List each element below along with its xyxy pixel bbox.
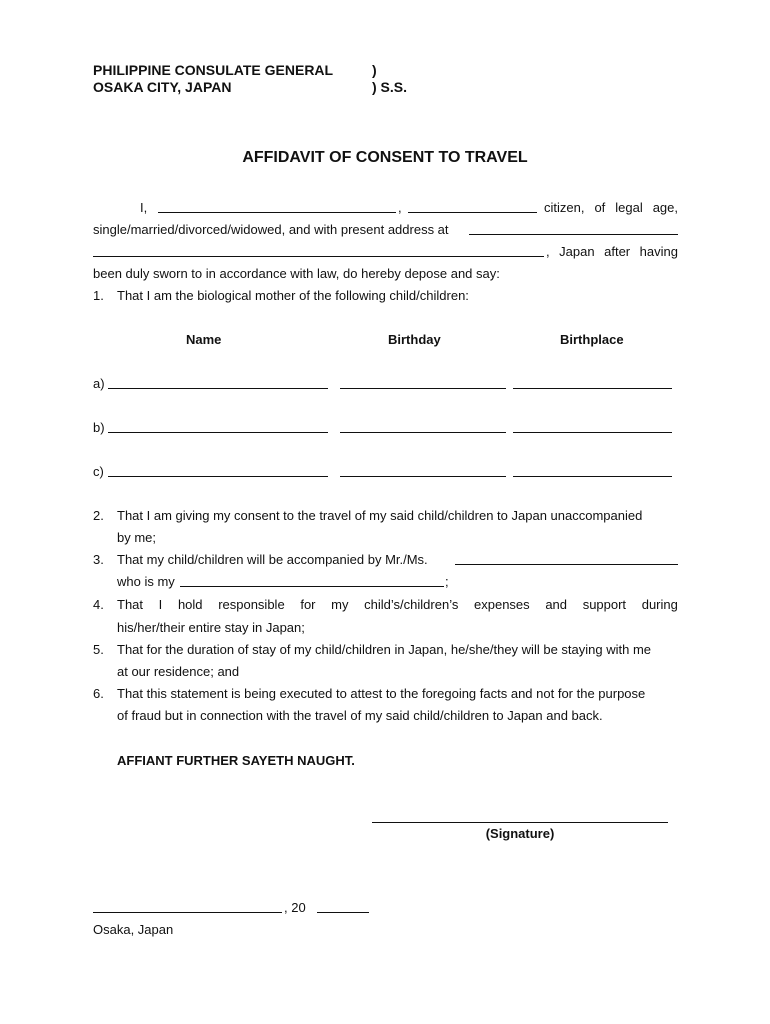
venue-header (93, 62, 333, 96)
item-4-line2: his/her/their entire stay in Japan; (117, 620, 305, 635)
item-6-number: 6. (93, 686, 104, 701)
column-header-name: Name (186, 332, 222, 347)
document-title: AFFIDAVIT OF CONSENT TO TRAVEL (242, 149, 528, 166)
item-1-text: That I am the biological mother of the following child/children: (117, 288, 469, 303)
child-b-name-field[interactable] (108, 432, 328, 433)
item-4-word: support (582, 597, 627, 612)
item-6-line1: That this statement is being executed to attest to the foregoing facts and not for the purpose (117, 686, 646, 701)
child-b-birthday-field[interactable] (340, 432, 506, 433)
item-2-line2: by me; (117, 530, 157, 545)
companion-relationship-field[interactable] (180, 586, 444, 587)
item-3-number: 3. (93, 552, 104, 567)
item-5-line2: at our residence; and (117, 664, 240, 679)
child-c-birthplace-field[interactable] (513, 476, 672, 477)
venue-paren-1: ) (372, 62, 377, 78)
intro-of-word: of (594, 200, 606, 215)
item-4-word: hold (177, 597, 203, 612)
date-year-prefix: , 20 (284, 900, 306, 915)
child-c-birthday-field[interactable] (340, 476, 506, 477)
intro-citizen-legal-age (544, 200, 678, 216)
item-3-line2b: ; (445, 574, 449, 589)
intro-legal-word: legal (615, 200, 643, 215)
item-4-word: during (641, 597, 678, 612)
item-4-number: 4. (93, 597, 104, 612)
child-a-name-field[interactable] (108, 388, 328, 389)
companion-name-field[interactable] (455, 564, 678, 565)
intro-comma: , (398, 200, 402, 215)
child-b-birthplace-field[interactable] (513, 432, 672, 433)
venue-paren-2: ) S.S. (372, 79, 408, 95)
item-3-line1: That my child/children will be accompanied by Mr./Ms. (117, 552, 428, 567)
intro-sworn-text: been duly sworn to in accordance with law, do hereby depose and say: (93, 266, 500, 281)
date-field[interactable] (93, 912, 282, 913)
item-4-word: That (117, 597, 144, 612)
venue-line2: OSAKA CITY, JAPAN (93, 79, 232, 95)
affiant-name-field[interactable] (158, 212, 396, 213)
row-label-c: c) (93, 464, 104, 479)
item-5-number: 5. (93, 642, 104, 657)
address-field-1[interactable] (469, 234, 678, 235)
intro-i: I, (140, 200, 148, 215)
address-field-2[interactable] (93, 256, 544, 257)
item-4-word: expenses (474, 597, 530, 612)
child-a-birthday-field[interactable] (340, 388, 506, 389)
intro-japan-after: , Japan after having (546, 244, 678, 259)
item-4-line1 (117, 597, 678, 613)
intro-age-word: age, (652, 200, 678, 215)
signature-field[interactable] (372, 822, 668, 823)
item-4-word: for (300, 597, 316, 612)
citizenship-field[interactable] (408, 212, 537, 213)
intro-status-text: single/married/divorced/widowed, and with present address at (93, 222, 449, 237)
item-4-word: I (158, 597, 163, 612)
item-1-number: 1. (93, 288, 104, 303)
place-text: Osaka, Japan (93, 922, 174, 937)
row-label-a: a) (93, 376, 105, 391)
venue-line1: PHILIPPINE CONSULATE GENERAL (93, 62, 334, 78)
signature-label: (Signature) (485, 826, 555, 841)
column-header-birthday: Birthday (388, 332, 441, 347)
item-6-line2: of fraud but in connection with the travel of my said child/children to Japan and back. (117, 708, 603, 723)
year-field[interactable] (317, 912, 369, 913)
item-4-word: responsible (218, 597, 285, 612)
item-4-word: my (331, 597, 349, 612)
intro-citizen-word: citizen, (544, 200, 585, 215)
item-3-line2a: who is my (117, 574, 175, 589)
child-a-birthplace-field[interactable] (513, 388, 672, 389)
item-4-word: child’s/children’s (364, 597, 459, 612)
item-2-number: 2. (93, 508, 104, 523)
item-4-word: and (545, 597, 568, 612)
closing-statement: AFFIANT FURTHER SAYETH NAUGHT. (117, 753, 355, 768)
row-label-b: b) (93, 420, 105, 435)
child-c-name-field[interactable] (108, 476, 328, 477)
item-2-line1: That I am giving my consent to the travel of my said child/children to Japan unaccompanied (117, 508, 643, 523)
column-header-birthplace: Birthplace (560, 332, 624, 347)
item-5-line1: That for the duration of stay of my child/children in Japan, he/she/they will be staying with me (117, 642, 651, 657)
